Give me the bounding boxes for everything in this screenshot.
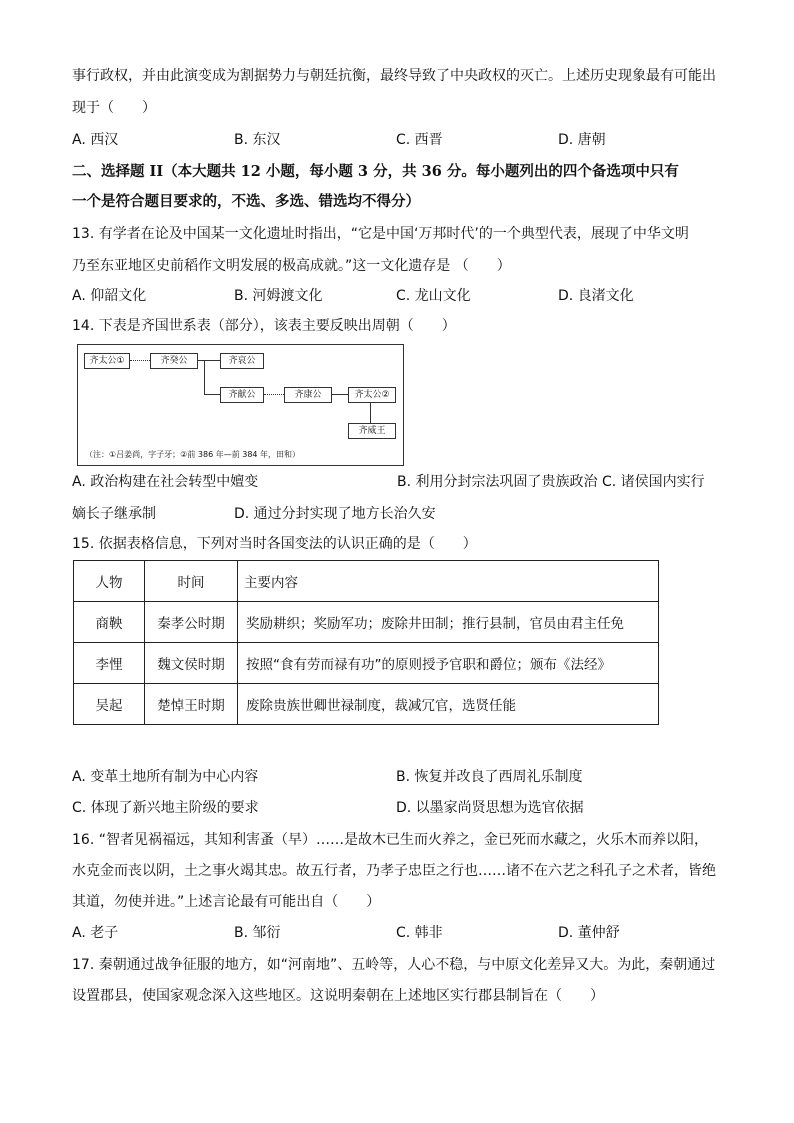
table-row (74, 684, 659, 725)
q16-text-line3: 其道，勿使并进。”上述言论最有可能出自（ ） (72, 894, 381, 910)
table-cell-person: 吴起 (74, 684, 145, 725)
q16-option-a: A. 老子 (72, 925, 119, 941)
q13-text-line2: 乃至东亚地区史前稻作文明发展的极高成就。”这一文化遗存是 （ ） (72, 258, 511, 274)
diagram-note: （注：①吕姜尚，字子牙；②前 386 年—前 384 年，田和） (85, 450, 301, 459)
q16-text-line1: 16. “智者见祸福远，其知利害蚤（早）……是故木已生而火养之，金已死而水藏之，火乐木而养以阳， (72, 832, 708, 848)
q16-option-b: B. 邹衍 (234, 925, 281, 941)
q12-option-a: A. 西汉 (72, 132, 119, 148)
q13-option-d: D. 良渚文化 (558, 288, 634, 304)
table-header-row (74, 561, 659, 602)
qi-genealogy-diagram (77, 344, 404, 466)
dotted-connector (130, 360, 150, 361)
table-cell-content: 按照“食有劳而禄有功”的原则授予官职和爵位；颁布《法经》 (238, 643, 659, 684)
q13-option-c: C. 龙山文化 (396, 288, 471, 304)
table-row (74, 602, 659, 643)
connector (204, 394, 220, 395)
q16-option-d: D. 董仲舒 (558, 925, 620, 941)
table-cell-content: 废除贵族世卿世禄制度，裁减冗官，选贤任能 (238, 684, 659, 725)
q14-option-d: D. 通过分封实现了地方长治久安 (234, 506, 436, 522)
section2-heading-line2: 一个是符合题目要求的，不选、多选、错选均不得分） (72, 193, 420, 210)
node-qi-aigong: 齐哀公 (220, 353, 264, 369)
q14-option-c-cont: 嫡长子继承制 (72, 506, 156, 522)
node-qi-kanggong: 齐康公 (284, 387, 332, 403)
node-qi-taigong-2: 齐太公② (348, 387, 396, 403)
q15-option-c: C. 体现了新兴地主阶级的要求 (72, 800, 259, 816)
connector (370, 403, 371, 423)
q15-option-a: A. 变革土地所有制为中心内容 (72, 769, 259, 785)
q12-option-c: C. 西晋 (396, 132, 443, 148)
q14-text-line1: 14. 下表是齐国世系表（部分），该表主要反映出周朝（ ） (72, 318, 456, 334)
connector (198, 360, 220, 361)
q12-text-line2: 现于（ ） (72, 100, 156, 116)
node-qi-xiangong: 齐献公 (220, 387, 264, 403)
table-header-content: 主要内容 (238, 561, 659, 602)
table-header-person: 人物 (74, 561, 145, 602)
node-qi-taigong-1: 齐太公① (84, 353, 130, 369)
q16-text-line2: 水克金而丧以阴，土之事火竭其忠。故五行者，乃孝子忠臣之行也……诸不在六艺之科孔子之术者，皆绝 (72, 863, 716, 879)
q14-option-a: A. 政治构建在社会转型中嬗变 (72, 474, 259, 490)
q17-text-line1: 17. 秦朝通过战争征服的地方，如“河南地”、五岭等，人心不稳，与中原文化差异又大。为此，秦朝通过 (72, 957, 716, 973)
q13-text-line1: 13. 有学者在论及中国某一文化遗址时指出，“它是中国‘万邦时代’的一个典型代表，展现了中华文明 (72, 226, 689, 242)
table-cell-time: 秦孝公时期 (145, 602, 238, 643)
q15-option-d: D. 以墨家尚贤思想为选官依据 (396, 800, 584, 816)
table-cell-time: 楚悼王时期 (145, 684, 238, 725)
section2-heading-line1: 二、选择题 II（本大题共 12 小题，每小题 3 分，共 36 分。每小题列出的四个备选项中只有 (72, 163, 679, 180)
q15-text-line1: 15. 依据表格信息，下列对当时各国变法的认识正确的是（ ） (72, 536, 477, 552)
table-header-time: 时间 (145, 561, 238, 602)
q12-option-d: D. 唐朝 (558, 132, 606, 148)
connector (332, 394, 348, 395)
q14-option-bc: B. 利用分封宗法巩固了贵族政治 C. 诸侯国内实行 (397, 474, 705, 490)
connector (204, 360, 205, 394)
dotted-connector (264, 394, 284, 395)
table-cell-time: 魏文侯时期 (145, 643, 238, 684)
node-qi-weiwang: 齐威王 (348, 423, 396, 439)
table-row (74, 643, 659, 684)
q16-option-c: C. 韩非 (396, 925, 443, 941)
reform-table (73, 560, 659, 725)
q15-option-b: B. 恢复并改良了西周礼乐制度 (396, 769, 583, 785)
q17-text-line2: 设置郡县，使国家观念深入这些地区。这说明秦朝在上述地区实行郡县制旨在（ ） (72, 988, 604, 1004)
q13-option-a: A. 仰韶文化 (72, 288, 147, 304)
table-cell-content: 奖励耕织；奖励军功；废除井田制；推行县制，官员由君主任免 (238, 602, 659, 643)
table-cell-person: 李悝 (74, 643, 145, 684)
q13-option-b: B. 河姆渡文化 (234, 288, 323, 304)
q12-option-b: B. 东汉 (234, 132, 281, 148)
q12-text-line1: 事行政权，并由此演变成为割据势力与朝廷抗衡，最终导致了中央政权的灭亡。上述历史现象最有可能出 (72, 68, 716, 84)
node-qi-guigong: 齐癸公 (150, 353, 198, 369)
table-cell-person: 商鞅 (74, 602, 145, 643)
